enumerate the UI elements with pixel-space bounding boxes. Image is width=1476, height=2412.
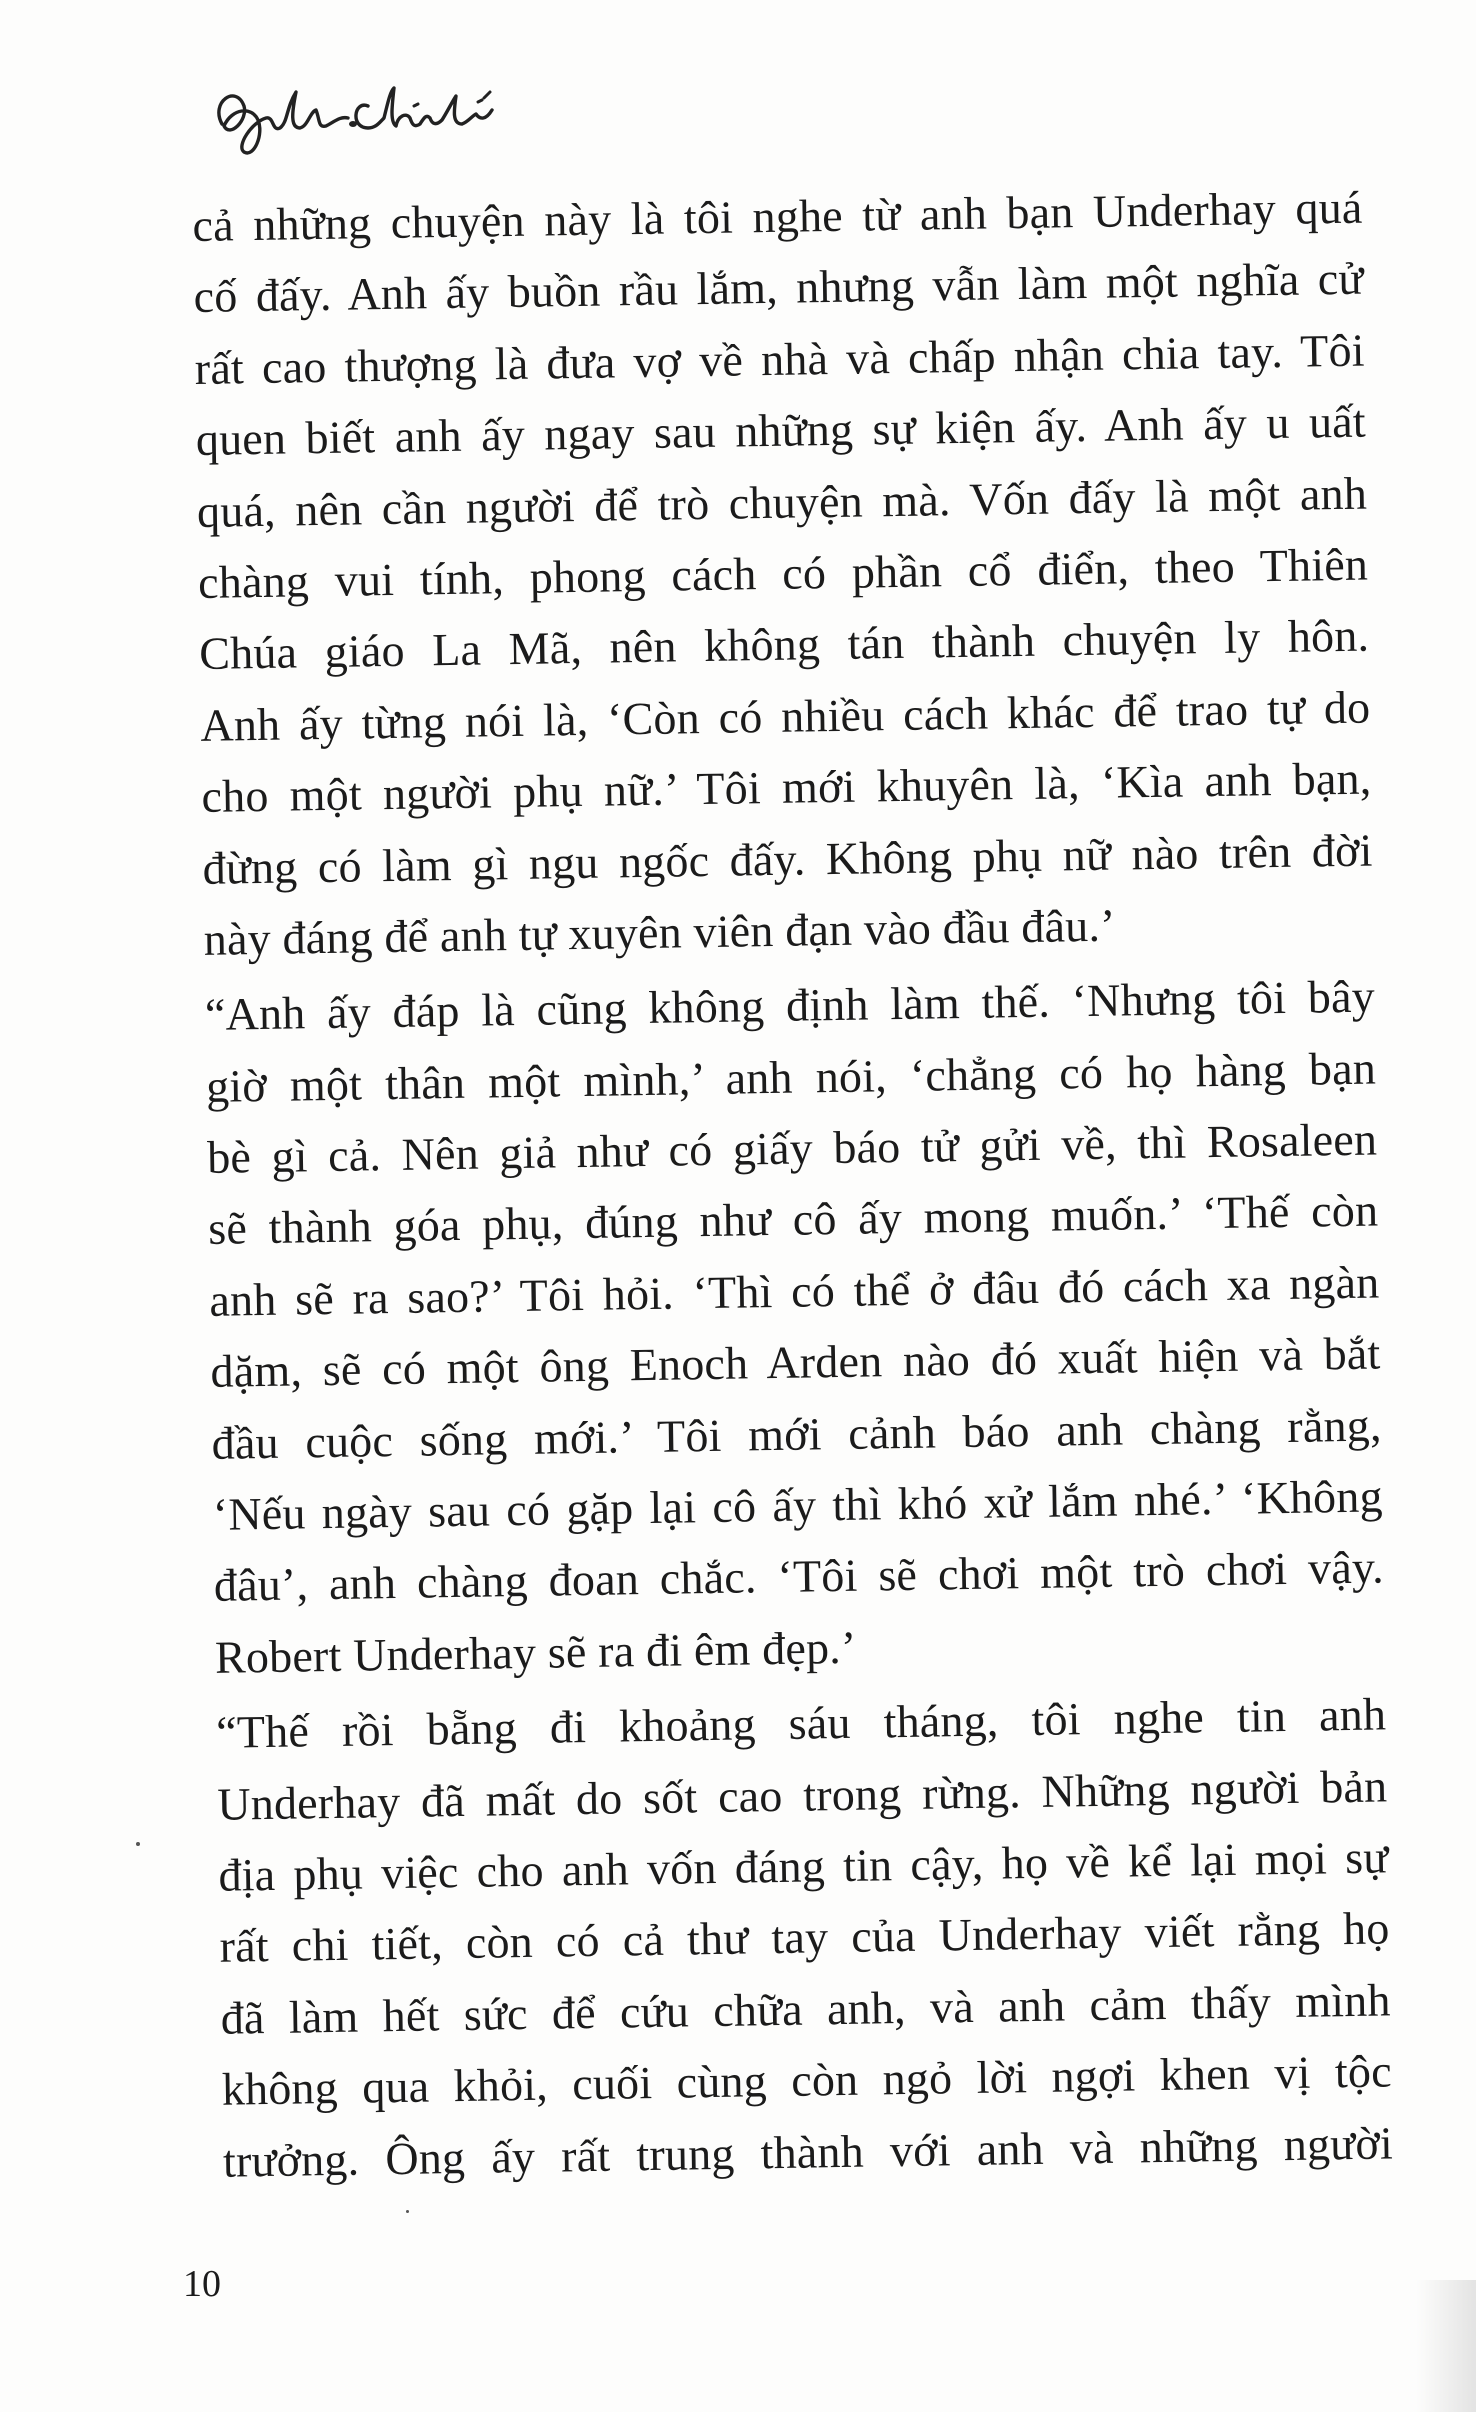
text-line: quen biết anh ấy ngay sau những sự kiện ấy. Anh ấy u uất: [195, 395, 1367, 466]
page-number: 10: [183, 2263, 221, 2305]
text-line: anh sẽ ra sao?’ Tôi hỏi. ‘Thì có thể ở đâu đó cách xa ngàn: [209, 1256, 1380, 1326]
text-line: ‘Nếu ngày sau có gặp lại cô ấy thì khó xử lắm nhé.’ ‘Không: [212, 1470, 1384, 1540]
text-line: dặm, sẽ có một ông Enoch Arden nào đó xuất hiện và bắt: [210, 1327, 1381, 1398]
text-line: Anh ấy từng nói là, ‘Còn có nhiều cách khác để trao tự do: [200, 681, 1371, 751]
text-line: cố đấy. Anh ấy buồn rầu lắm, nhưng vẫn làm một nghĩa cử: [193, 253, 1364, 323]
paper-speck: [406, 2210, 409, 2213]
text-line: trưởng. Ông ấy rất trung thành với anh và những người: [222, 2116, 1394, 2187]
signature-graphic: [200, 62, 500, 162]
paragraph-2: [204, 961, 1385, 1693]
text-line: Robert Underhay sẽ ra đi êm đẹp.’: [214, 1621, 857, 1683]
text-line: quá, nên cần người để trò chuyện mà. Vốn đấy là một anh: [196, 467, 1368, 537]
text-line: “Thế rồi bẵng đi khoảng sáu tháng, tôi nghe tin anh: [215, 1688, 1387, 1759]
author-signature: [200, 62, 500, 162]
text-line: đầu cuộc sống mới.’ Tôi mới cảnh báo anh chàng rằng,: [211, 1399, 1382, 1469]
text-line: cho một người phụ nữ.’ Tôi mới khuyên là, ‘Kìa anh bạn,: [201, 752, 1372, 823]
paragraph-3: [216, 1679, 1394, 2197]
text-line: rất cao thượng là đưa vợ về nhà và chấp nhận chia tay. Tôi: [194, 324, 1366, 394]
paper-speck: [136, 1842, 140, 1846]
page-edge-shadow: [1416, 2280, 1476, 2412]
text-line: đâu’, anh chàng đoan chắc. ‘Tôi sẽ chơi một trò chơi vậy.: [213, 1541, 1385, 1612]
text-line: cả những chuyện này là tôi nghe từ anh bạn Underhay quá: [192, 181, 1363, 251]
text-line: không qua khỏi, cuối cùng còn ngỏ lời ngợi khen vị tộc: [221, 2045, 1393, 2115]
text-line: “Anh ấy đáp là cũng không định làm thế. ‘Nhưng tôi bây: [204, 970, 1376, 1041]
text-line: địa phụ việc cho anh vốn đáng tin cậy, họ về kể lại mọi sự: [218, 1831, 1389, 1901]
text-line: giờ một thân một mình,’ anh nói, ‘chẳng có họ hàng bạn: [205, 1042, 1377, 1112]
text-line: Chúa giáo La Mã, nên không tán thành chuyện ly hôn.: [198, 609, 1370, 680]
text-line: sẽ thành góa phụ, đúng như cô ấy mong muốn.’ ‘Thế còn: [207, 1184, 1379, 1255]
text-line: đã làm hết sức để cứu chữa anh, và anh cảm thấy mình: [220, 1974, 1391, 2044]
text-line: đừng có làm gì ngu ngốc đấy. Không phụ nữ nào trên đời: [202, 824, 1373, 894]
text-line: chàng vui tính, phong cách có phần cổ điển, theo Thiên: [197, 538, 1369, 608]
text-line: bè gì cả. Nên giả như có giấy báo tử gửi về, thì Rosaleen: [206, 1113, 1378, 1183]
text-line: rất chi tiết, còn có cả thư tay của Underhay viết rằng họ: [219, 1902, 1390, 1973]
paragraph-1: [192, 172, 1374, 976]
text-line: Underhay đã mất do sốt cao trong rừng. Những người bản: [216, 1760, 1388, 1830]
text-line: này đáng để anh tự xuyên viên đạn vào đầu đâu.’: [203, 899, 1116, 965]
body-text: [192, 172, 1393, 2197]
